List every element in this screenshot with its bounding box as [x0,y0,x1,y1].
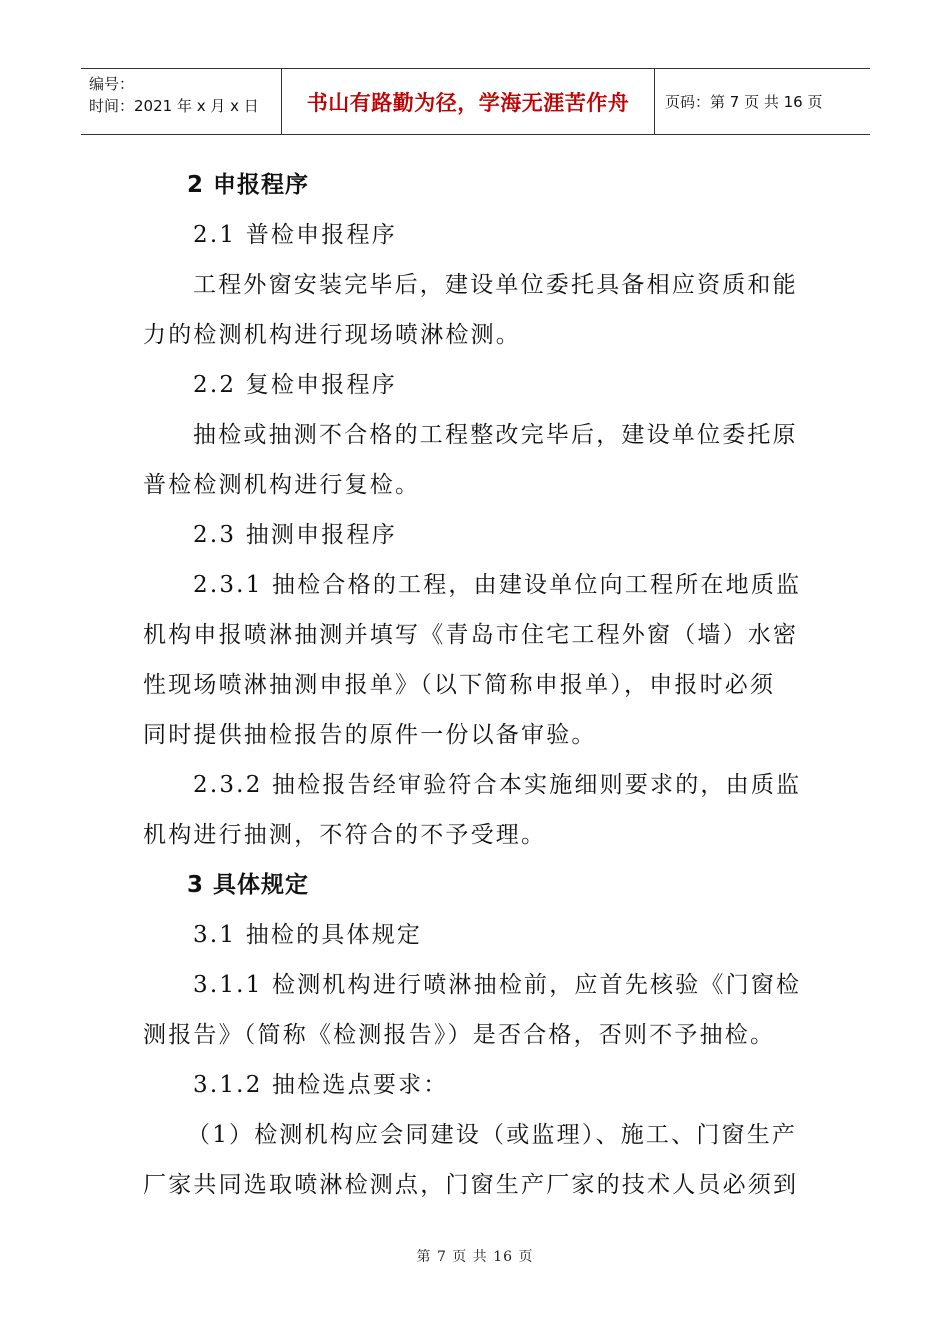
paragraph-line: 2.3.1 抽检合格的工程，由建设单位向工程所在地质监 [193,572,802,598]
section-heading-3: 3 具体规定 [187,872,310,898]
list-item-line: 厂家共同选取喷淋检测点，门窗生产厂家的技术人员必须到 [143,1172,799,1198]
subsection-title-3-1-2: 3.1.2 抽检选点要求： [193,1072,449,1098]
paragraph-line: 机构申报喷淋抽测并填写《青岛市住宅工程外窗（墙）水密 [143,622,799,648]
subsection-title-2-2: 2.2 复检申报程序 [193,372,397,398]
paragraph-line: 2.3.2 抽检报告经审验符合本实施细则要求的，由质监 [193,772,802,798]
list-item-line: （1）检测机构应会同建设（或监理）、施工、门窗生产 [187,1122,798,1148]
header-page-info: 页码：第 7 页 共 16 页 [665,93,823,111]
paragraph-line: 机构进行抽测，不符合的不予受理。 [143,822,547,848]
paragraph-line: 同时提供抽检报告的原件一份以备审验。 [143,722,597,748]
header-motto: 书山有路勤为径，学海无涯苦作舟 [282,69,655,134]
section-heading-2: 2 申报程序 [187,172,310,198]
paragraph-line: 测报告》（简称《检测报告》）是否合格，否则不予抽检。 [143,1022,776,1048]
paragraph-line: 性现场喷淋抽测申报单》（以下简称申报单），申报时必须 [143,672,776,698]
document-date: 时间：2021 年 x 月 x 日 [89,97,259,115]
page-footer: 第 7 页 共 16 页 [416,1249,534,1265]
paragraph-line: 工程外窗安装完毕后，建设单位委托具备相应资质和能 [193,272,798,298]
subsection-title-3-1: 3.1 抽检的具体规定 [193,922,423,948]
document-number-label: 编号： [89,75,135,93]
paragraph-line: 抽检或抽测不合格的工程整改完毕后，建设单位委托原 [193,422,798,448]
paragraph-line: 力的检测机构进行现场喷淋检测。 [143,322,521,348]
paragraph-line: 普检检测机构进行复检。 [143,472,421,498]
subsection-title-2-3: 2.3 抽测申报程序 [193,522,397,548]
header-meta [81,69,282,134]
document-body [143,160,811,1210]
paragraph-line: 3.1.1 检测机构进行喷淋抽检前，应首先核验《门窗检 [193,972,802,998]
header-table [81,68,870,135]
subsection-title-2-1: 2.1 普检申报程序 [193,222,397,248]
